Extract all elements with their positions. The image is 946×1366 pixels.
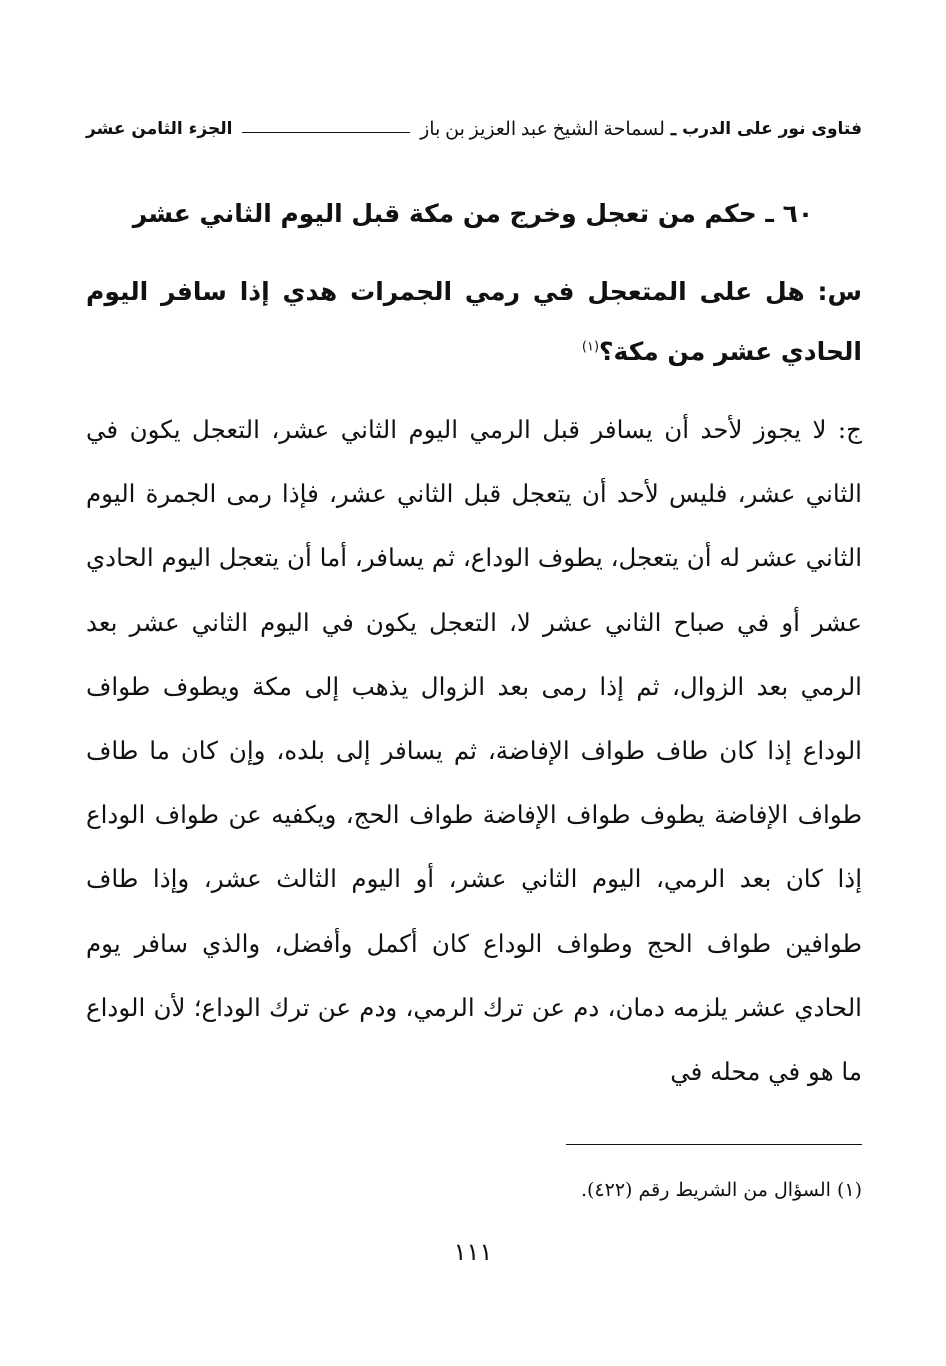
footnote: (١) السؤال من الشريط رقم (٤٢٢). — [580, 1179, 862, 1201]
page-number: ١١١ — [453, 1238, 493, 1266]
header-rule — [242, 132, 410, 133]
running-header — [86, 112, 862, 146]
footnote-rule — [566, 1144, 862, 1145]
header-separator: ـ — [670, 118, 677, 140]
footnote-reference: (١) — [581, 339, 600, 355]
header-book-title: فتاوى نور على الدرب — [682, 119, 862, 139]
question-text: س: هل على المتعجل في رمي الجمرات هدي إذا سافر اليوم الحادي عشر من مكة؟ — [86, 277, 862, 366]
section-title: ٦٠ ـ حكم من تعجل وخرج من مكة قبل اليوم الثاني عشر — [132, 199, 814, 228]
header-volume: الجزء الثامن عشر — [86, 119, 233, 139]
header-author: لسماحة الشيخ عبد العزيز بن باز — [420, 118, 665, 140]
answer-paragraph: ج: لا يجوز لأحد أن يسافر قبل الرمي اليوم الثاني عشر، التعجل يكون في الثاني عشر، فليس لأحد أن يتعجل قبل الثاني عشر، فإذا رمى الجمرة اليوم الثاني عشر له أن يتعجل، يطوف الوداع، ثم يسافر، أما أن يتعجل اليوم الحادي عشر أو في صباح الثاني عشر لا، التعجل يكون في اليوم الثاني عشر بعد الرمي بعد الزوال، ثم إذا رمى بعد الزوال يذهب إلى مكة ويطوف طواف الوداع إذا كان طاف طواف الإفاضة، ثم يسافر إلى بلده، وإن كان ما طاف طواف الإفاضة يطوف طواف الإفاضة طواف الحج، ويكفيه عن طواف الوداع إذا كان بعد الرمي، اليوم الثاني عشر، أو اليوم الثالث عشر، وإذا طاف طوافين طواف الحج وطواف الوداع كان أكمل وأفضل، والذي سافر يوم الحادي عشر يلزمه دمان، دم عن ترك الرمي، ودم عن ترك الوداع؛ لأن الوداع ما هو في محله في — [86, 415, 863, 1087]
question-paragraph — [86, 262, 862, 382]
